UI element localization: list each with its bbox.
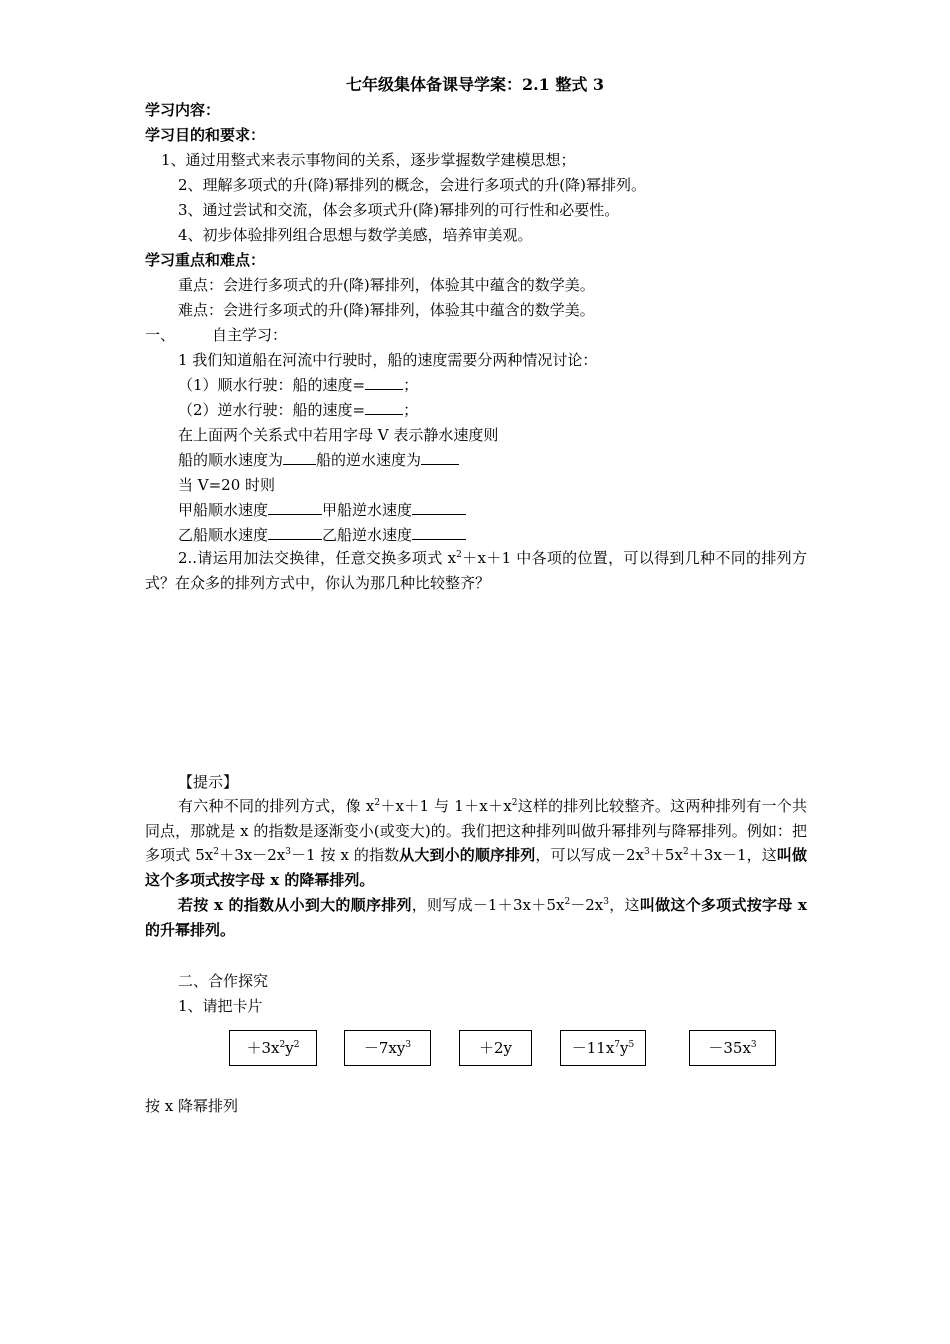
polynomial-card: $-35x^3$	[689, 1030, 776, 1066]
q1-when: 当 V=20 时则	[178, 476, 276, 494]
sort-label: 按 x 降幂排列	[145, 1097, 238, 1115]
keypoint-difficulty: 难点：会进行多项式的升(降)幂排列，体验其中蕴含的数学美。	[178, 301, 595, 319]
yi-speeds: 乙船顺水速度 乙船逆水速度	[178, 525, 466, 545]
hint-paragraph-2: 若按 x 的指数从小到大的顺序排列，则写成$-1+3x+5x^2-2x^3$，这叫做这个多项式按字母 x 的升幂排列。	[145, 896, 807, 939]
answer-blank	[421, 450, 459, 465]
q2-paragraph: 2..请运用加法交换律，任意交换多项式 $x^2+x+1$ 中各项的位置，可以得到几种不同的排列方式？在众多的排列方式中，你认为那几种比较整齐？	[145, 549, 807, 592]
goal-1: 1、通过用整式来表示事物间的关系，逐步掌握数学建模思想；	[161, 151, 576, 169]
q1-speeds: 船的顺水速度为 船的逆水速度为	[178, 450, 459, 470]
section2-q1: 1、请把卡片	[178, 997, 263, 1015]
answer-blank	[365, 375, 403, 390]
polynomial-card: $-7xy^3$	[344, 1030, 431, 1066]
answer-blank	[268, 500, 322, 515]
section1-title: 自主学习：	[212, 326, 288, 344]
heading-goals: 学习目的和要求：	[145, 126, 266, 144]
answer-blank	[365, 400, 403, 415]
q1-downstream: （1）顺水行驶：船的速度= ；	[178, 376, 419, 394]
goal-3: 3、通过尝试和交流，体会多项式升(降)幂排列的可行性和必要性。	[178, 201, 620, 219]
goal-2: 2、理解多项式的升(降)幂排列的概念，会进行多项式的升(降)幂排列。	[178, 176, 646, 194]
hint-paragraph-1: 有六种不同的排列方式，像 $x^2+x+1$ 与 $1+x+x^2$这样的排列比较整齐。这两种排列有一个共同点，那就是 x 的指数是逐渐变小(或变大)的。我们把这种排列叫做升幂排列与降幂排列。例如：把多项式 $5x^2+3x-2x^3-1$ 按 x 的指数从大到小的顺序排列，可以写成$-2x^3+5x^2+3x-1$，这叫做这个多项式按字母 x 的降幂排列。	[145, 797, 807, 889]
hint-label: 【提示】	[178, 773, 239, 791]
q1-v-note: 在上面两个关系式中若用字母 V 表示静水速度则	[178, 426, 499, 444]
keypoint-focus: 重点：会进行多项式的升(降)幂排列，体验其中蕴含的数学美。	[178, 276, 595, 294]
section2-title: 二、合作探究	[178, 972, 269, 990]
polynomial-card: ＋2y	[459, 1030, 532, 1066]
q1-upstream: （2）逆水行驶：船的速度= ；	[178, 401, 419, 419]
heading-content: 学习内容：	[145, 101, 221, 119]
answer-blank	[283, 450, 316, 465]
answer-blank	[268, 525, 322, 540]
answer-blank	[412, 500, 466, 515]
answer-blank	[412, 525, 466, 540]
polynomial-card: $+3x^2y^2$	[229, 1030, 317, 1066]
heading-keypoints: 学习重点和难点：	[145, 251, 266, 269]
goal-4: 4、初步体验排列组合思想与数学美感，培养审美观。	[178, 226, 533, 244]
section1-number: 一、	[145, 326, 176, 344]
page-title: 七年级集体备课导学案：2.1 整式 3	[345, 75, 605, 94]
polynomial-card: $-11x^7y^5$	[560, 1030, 646, 1066]
jia-speeds: 甲船顺水速度 甲船逆水速度	[178, 500, 466, 520]
q1-intro: 1 我们知道船在河流中行驶时，船的速度需要分两种情况讨论：	[178, 351, 598, 369]
